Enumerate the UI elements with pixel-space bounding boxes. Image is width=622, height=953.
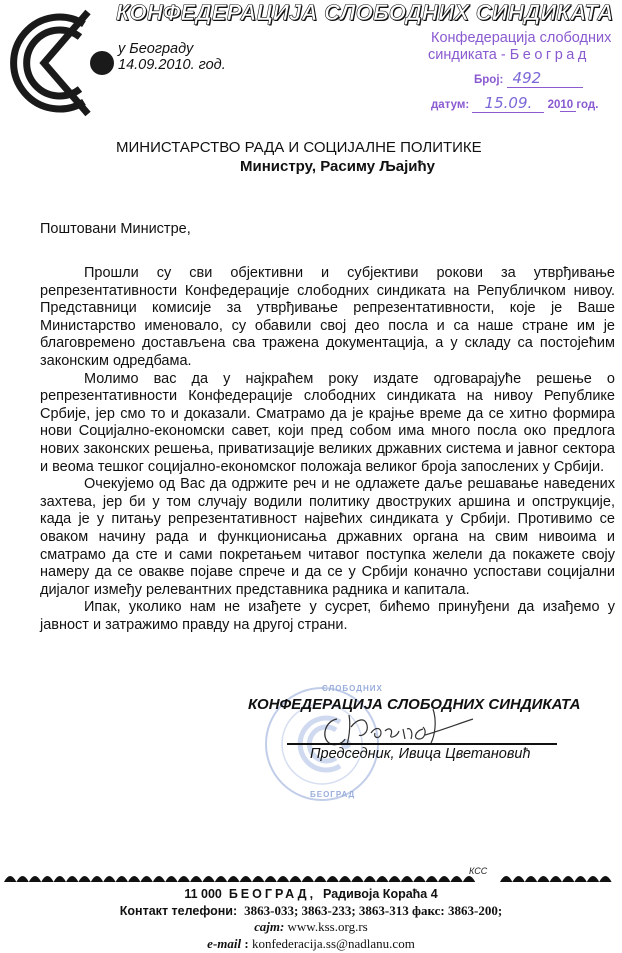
- scallop-mark: [326, 876, 338, 882]
- scallop-mark: [140, 876, 152, 882]
- scallop-mark: [202, 876, 214, 882]
- recipient-block: [0, 138, 622, 176]
- scallop-mark: [339, 876, 351, 882]
- seal-text-top: СЛОБОДНИХ: [322, 684, 383, 693]
- body-paragraph: Ипак, уколико нам не изађете у сусрет, бићемо принуђени да изађемо у јавност и затражимо правду на другој страни.: [40, 599, 615, 633]
- letterhead-org-title: КОНФЕДЕРАЦИЈА СЛОБОДНИХ СИНДИКАТА: [116, 0, 614, 25]
- scallop-mark: [128, 876, 140, 882]
- footer-city: БЕОГРАД,: [228, 887, 317, 901]
- scallop-mark: [574, 876, 586, 882]
- scallop-mark: [153, 876, 165, 882]
- scallop-mark: [215, 876, 227, 882]
- scallop-mark: [103, 876, 115, 882]
- scallop-mark: [252, 876, 264, 882]
- stamp-city-line: [428, 47, 622, 64]
- footer-site-label: сајт:: [254, 919, 285, 934]
- scallop-mark: [401, 876, 413, 882]
- scallop-mark: [562, 876, 574, 882]
- scallop-mark: [388, 876, 400, 882]
- body-paragraph: Прошли су сви објективни и субјективи рокови за утврђивање репрезентативности Конфедерације слободних синдиката на Републичком нивоу. Представници комисије за утврђивање репрезентативности, које је Ваше Министарство именовало, су обавили свој део посла и са наше стране им је благовремено достављена сва тражена документација, а у складу са постојећим законским одредбама.: [40, 265, 615, 369]
- scallop-mark: [4, 876, 16, 882]
- scallop-mark: [376, 876, 388, 882]
- scallop-mark: [413, 876, 425, 882]
- kss-logo-icon: [6, 4, 114, 122]
- footer-email-link[interactable]: konfederacija.ss@nadlanu.com: [251, 935, 415, 951]
- stamp-number-value: 492: [507, 69, 583, 88]
- footer-phones-label: Контакт телефони:: [119, 903, 238, 918]
- stamp-number-label: Број:: [474, 74, 504, 86]
- scallop-mark: [178, 876, 190, 882]
- body-paragraph: Молимо вас да у најкраћем року издате одговарајуће решење о репрезентативности Конфедерације слободних синдиката на нивоу Републике Србије, јер смо то и доказали. Сматрамо да је крајње време да се хитно формира нови Социјално-економски савет, који пред собом има много посла око предлога нових законских решења, приватизације великих државних система и јавног сектора и веома тешког социјално-економског положаја великог броја запослених у Србији.: [40, 370, 615, 475]
- scallop-mark: [364, 876, 376, 882]
- scallop-mark: [66, 876, 78, 882]
- scallop-mark: [314, 876, 326, 882]
- scallop-mark: [54, 876, 66, 882]
- scallop-mark: [227, 876, 239, 882]
- recipient-ministry: МИНИСТАРСТВО РАДА И СОЦИЈАЛНЕ ПОЛИТИКЕ: [116, 139, 482, 156]
- footer-contacts: [0, 886, 622, 952]
- footer-phones-row: [0, 903, 622, 920]
- scallop-mark: [450, 876, 462, 882]
- scallop-mark: [463, 876, 475, 882]
- receipt-stamp: [428, 30, 622, 112]
- footer-kss-mark: КСС: [469, 866, 488, 876]
- letterhead-place-date: [118, 41, 226, 73]
- footer-street: Радивоја Кораћа 4: [323, 887, 438, 901]
- letterhead-place: у Београду: [118, 41, 194, 57]
- stamp-number-row: [474, 69, 583, 88]
- scallop-mark: [302, 876, 314, 882]
- scallop-mark: [289, 876, 301, 882]
- scallop-mark: [599, 876, 611, 882]
- stamp-year-prefix: 20: [547, 99, 561, 111]
- stamp-city: Београд: [509, 47, 590, 63]
- scallop-mark: [525, 876, 537, 882]
- scallop-mark: [512, 876, 524, 882]
- scallop-mark: [438, 876, 450, 882]
- stamp-year-value: 10: [560, 99, 576, 112]
- stamp-org-line: Конфедерација слободних: [431, 30, 612, 46]
- scallop-mark: [537, 876, 549, 882]
- scallop-mark: [29, 876, 41, 882]
- letterhead-date: 14.09.2010. год.: [118, 57, 226, 73]
- letter-body: [40, 265, 615, 634]
- scallop-mark: [190, 876, 202, 882]
- stamp-line2-prefix: синдиката -: [428, 47, 510, 63]
- scallop-mark: [165, 876, 177, 882]
- salutation: Поштовани Министре,: [40, 221, 191, 237]
- scallop-mark: [116, 876, 128, 882]
- scallop-mark: [91, 876, 103, 882]
- scallop-mark: [78, 876, 90, 882]
- stamp-date-row: [431, 94, 598, 113]
- stamp-year-suffix: год.: [576, 99, 599, 111]
- recipient-addressee: Министру, Расиму Љајићу: [240, 158, 435, 175]
- signature-line: [287, 743, 557, 745]
- signatory-title-name: Председник, Ивица Цветановић: [310, 746, 531, 762]
- footer-email-label: e-mail: [207, 935, 242, 951]
- footer-email-row: e-mail : konfederacija.ss@nadlanu.com: [207, 935, 415, 951]
- scallop-mark: [277, 876, 289, 882]
- footer-site-link[interactable]: www.kss.org.rs: [287, 919, 368, 934]
- body-paragraph: Очекујемо од Вас да одржите реч и не одлажете даље решавање наведених захтева, јер би у том случају водили политику двоструких аршина и опструкције, када је у питању репрезентативност највећих синдиката у Србији. Противимо се оваком начину рада и функционисања државних органа на свим нивоима и сматрамо да сте и сами покретањем читавог поступка желели да покажете своју намеру да се овакве појаве спрече и да се у Србији коначно успостави социјални дијалог између релевантних представника радника и капитала.: [40, 476, 615, 598]
- scallop-mark: [240, 876, 252, 882]
- footer-phones: 3863-033; 3863-233; 3863-313 факс: 3863-200;: [244, 902, 503, 918]
- scallop-mark: [41, 876, 53, 882]
- stamp-date-value: 15.09.: [472, 94, 544, 113]
- seal-text-bottom: БЕОГРАД: [310, 790, 356, 799]
- scallop-mark: [587, 876, 599, 882]
- footer-postal: 11 000: [184, 887, 222, 901]
- scallop-mark: [16, 876, 28, 882]
- scallop-mark: [264, 876, 276, 882]
- scallop-mark: [351, 876, 363, 882]
- scallop-mark: [500, 876, 512, 882]
- signature-organization: КОНФЕДЕРАЦИЈА СЛОБОДНИХ СИНДИКАТА: [248, 696, 581, 713]
- footer-site-row: [0, 919, 622, 936]
- scallop-mark: [426, 876, 438, 882]
- scallop-mark: [550, 876, 562, 882]
- stamp-date-label: датум:: [431, 99, 470, 111]
- footer-scalloped-rule: [4, 870, 616, 882]
- footer-address: [0, 886, 622, 903]
